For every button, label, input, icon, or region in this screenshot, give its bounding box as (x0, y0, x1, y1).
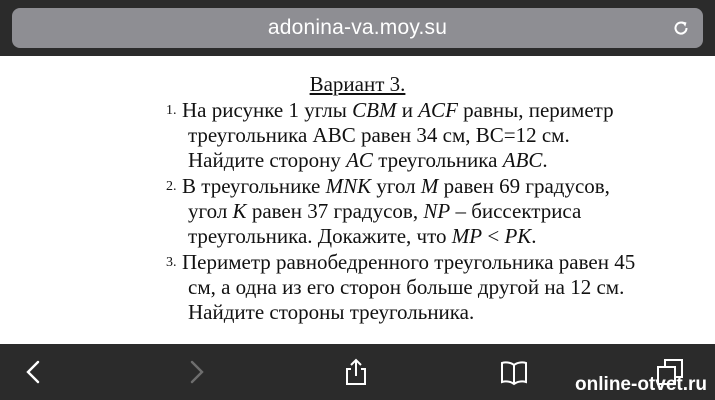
italic-term: CBM (352, 98, 397, 122)
watermark: online-otvet.ru (575, 374, 707, 395)
task-number: 1. (166, 103, 177, 118)
task-number: 2. (166, 179, 177, 194)
task-line: Найдите стороны треугольника. (188, 300, 475, 324)
task-line: Периметр равнобедренного треугольника равен 45 (182, 250, 636, 274)
task-line: Найдите сторону AC треугольника ABC. (188, 148, 548, 172)
variant-title: Вариант 3. (309, 72, 406, 96)
back-icon[interactable] (20, 358, 48, 386)
task-item (166, 250, 686, 325)
browser-top-bar (0, 0, 715, 56)
task-line: В треугольнике MNK угол M равен 69 градусов, (182, 174, 610, 198)
address-bar[interactable] (12, 8, 703, 48)
browser-bottom-toolbar (0, 344, 715, 400)
reload-icon[interactable] (671, 18, 691, 38)
task-line: см, а одна из его сторон больше другой на 12 см. (188, 275, 625, 299)
italic-term: MNK (325, 174, 372, 198)
task-line: угол K равен 37 градусов, NP – биссектриса (188, 199, 582, 223)
italic-term: ACF (418, 98, 458, 122)
task-line: треугольника. Докажите, что MP < PK. (188, 224, 537, 248)
bookmarks-icon[interactable] (500, 358, 528, 386)
task-item (166, 174, 686, 249)
share-icon[interactable] (342, 358, 370, 386)
page-content (0, 56, 715, 344)
italic-term: ABC (502, 148, 543, 172)
task-number: 3. (166, 255, 177, 270)
italic-term: PK (504, 224, 532, 248)
italic-term: AC (346, 148, 373, 172)
italic-term: MP (451, 224, 483, 248)
italic-term: M (420, 174, 439, 198)
forward-icon[interactable] (182, 358, 210, 386)
italic-term: K (232, 199, 247, 223)
task-item (166, 98, 686, 173)
task-line: треугольника ABC равен 34 см, BC=12 см. (188, 123, 570, 147)
url-text[interactable]: adonina-va.moy.su (267, 16, 448, 39)
task-line: На рисунке 1 углы CBM и ACF равны, периметр (182, 98, 614, 122)
italic-term: NP (423, 199, 451, 223)
